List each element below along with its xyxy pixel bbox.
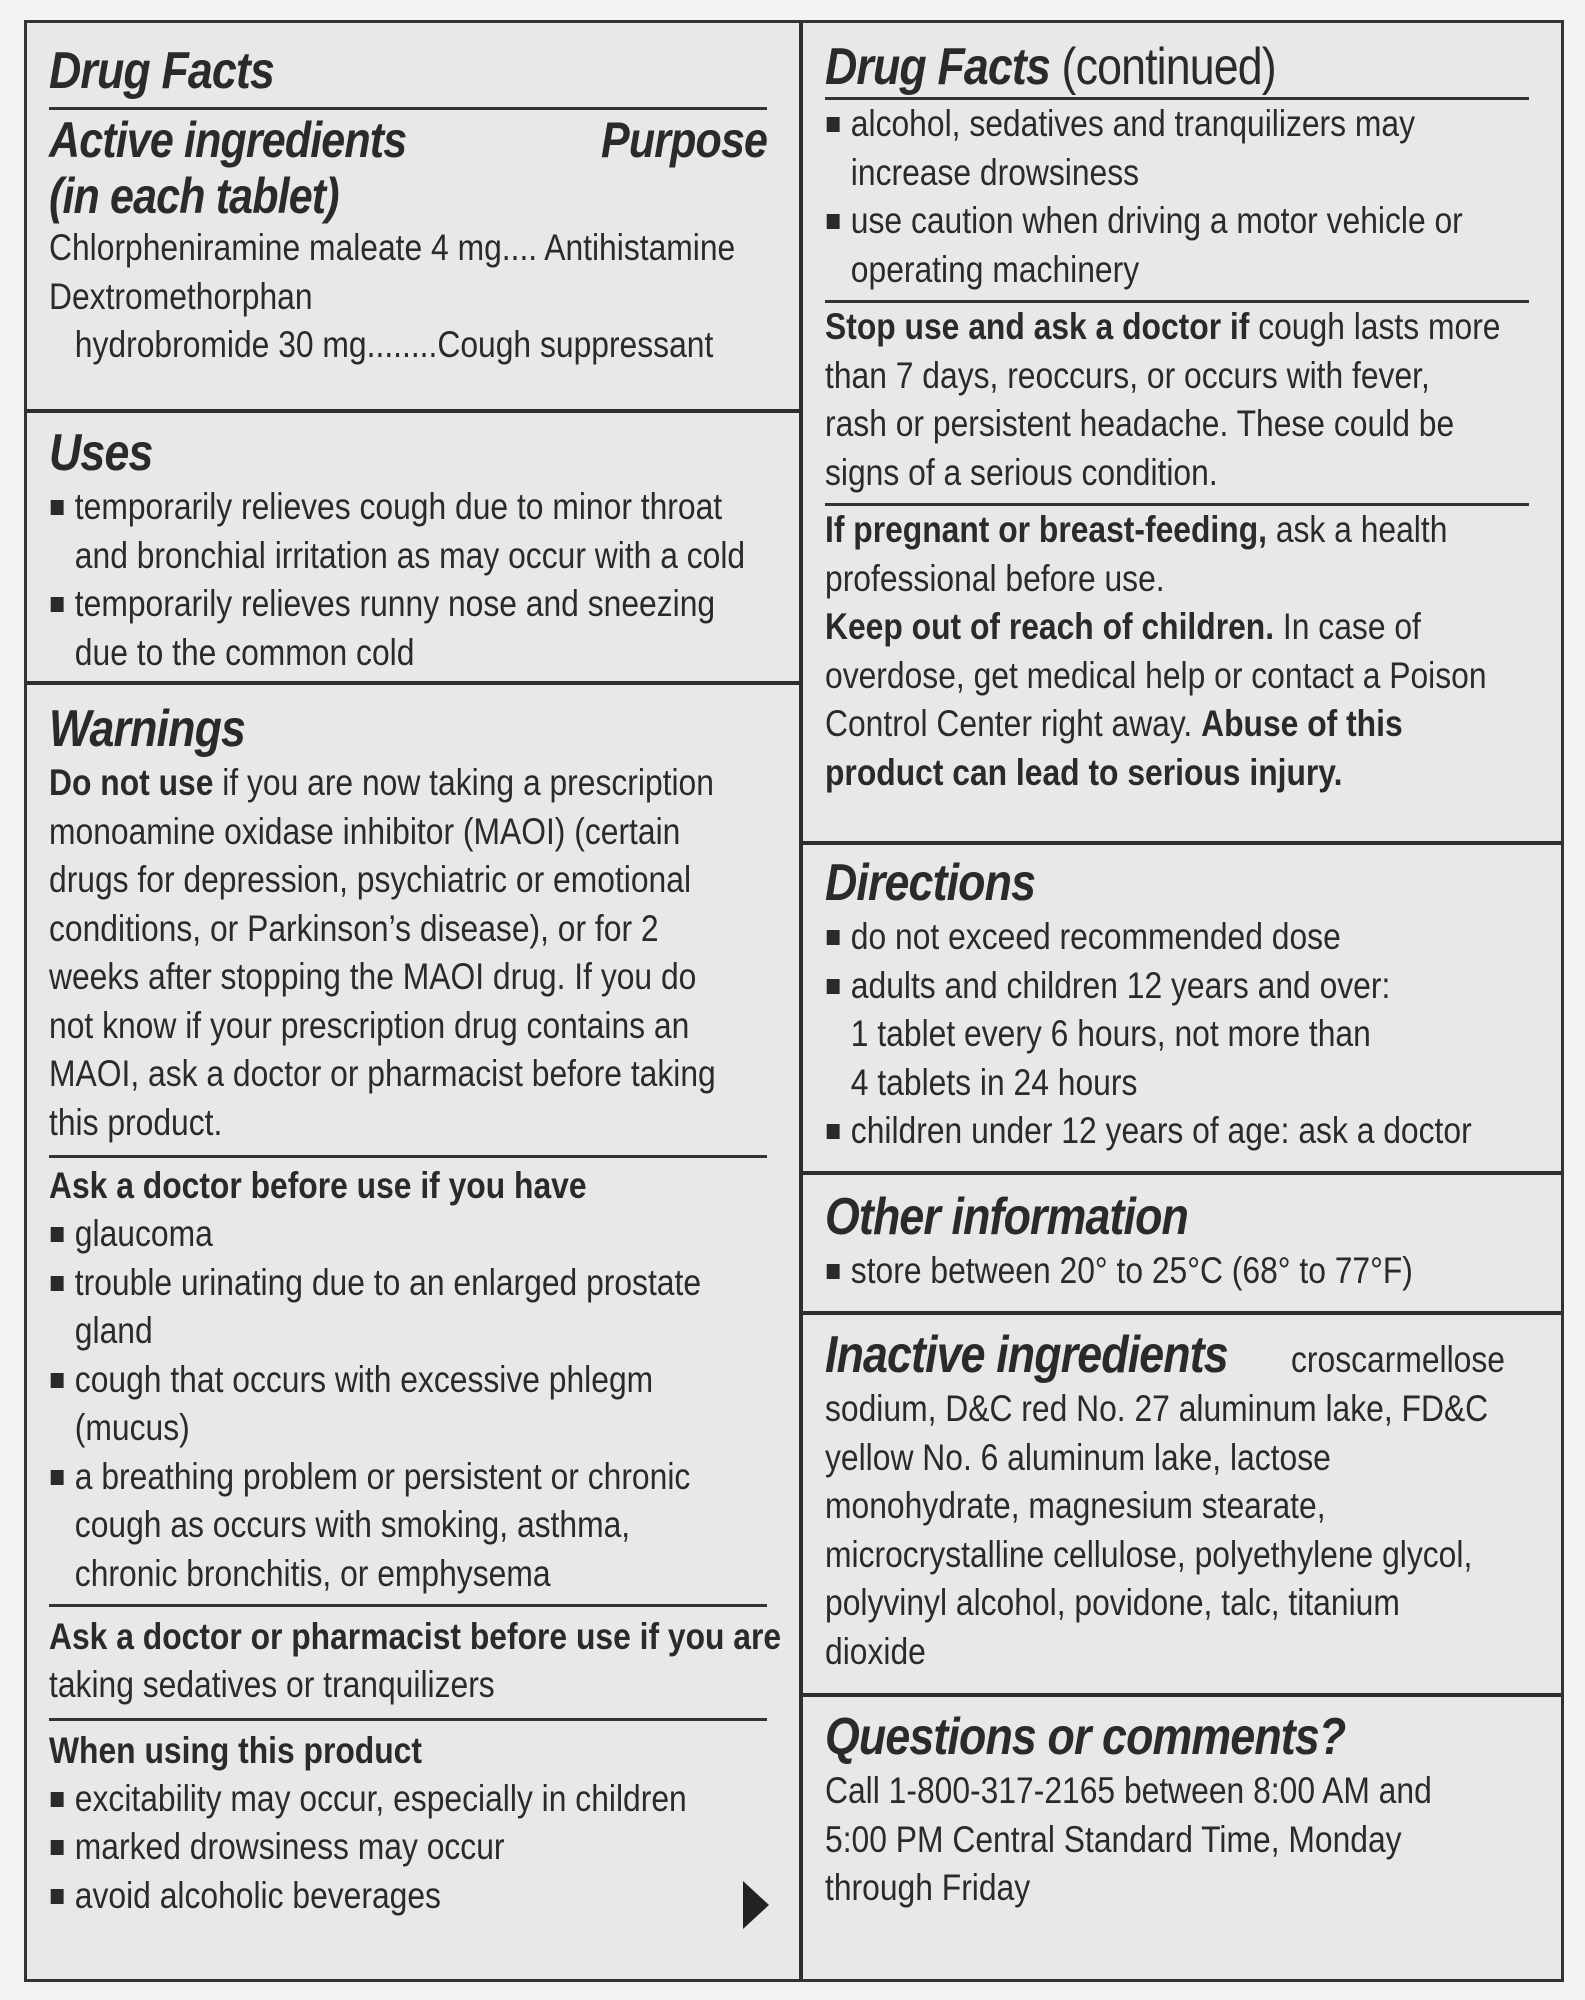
- inactive-line: dioxide: [825, 1630, 926, 1672]
- list-item: cough that occurs with excessive phlegm: [49, 1356, 675, 1405]
- list-item-cont: 1 tablet every 6 hours, not more than: [850, 1013, 1371, 1054]
- questions-line: Call 1-800-317-2165 between 8:00 AM and: [825, 1770, 1432, 1811]
- inactive-line: sodium, D&C red No. 27 aluminum lake, FD&C: [825, 1388, 1489, 1429]
- list-item-cont: 4 tablets in 24 hours: [850, 1061, 1138, 1103]
- drug-facts-title: Drug Facts: [49, 42, 274, 100]
- other-information-panel: [803, 1175, 1561, 1315]
- stop-use-line: signs of a serious condition.: [825, 451, 1218, 493]
- questions-line: through Friday: [825, 1867, 1031, 1908]
- questions-panel: [803, 1697, 1561, 1979]
- list-item: excitability may occur, especially in children: [49, 1775, 675, 1824]
- list-item: use caution when driving a motor vehicle or: [825, 197, 1439, 246]
- divider: [49, 1604, 767, 1607]
- warnings-line: this product.: [49, 1101, 223, 1143]
- list-item-cont: cough as occurs with smoking, asthma,: [74, 1504, 631, 1545]
- inactive-ingredients-heading: Inactive ingredients: [825, 1326, 1228, 1384]
- uses-heading: Uses: [49, 424, 153, 482]
- purpose-heading: Purpose: [600, 112, 767, 168]
- list-item: adults and children 12 years and over:: [825, 962, 1439, 1011]
- in-each-tablet-heading: (in each tablet): [49, 168, 339, 224]
- warnings-line: monoamine oxidase inhibitor (MAOI) (certain: [49, 810, 681, 852]
- list-item: temporarily relieves cough due to minor throat: [49, 483, 675, 532]
- keep-out-line: Control Center right away. Abuse of this: [825, 703, 1403, 744]
- inactive-line: microcrystalline cellulose, polyethylene glycol,: [825, 1533, 1473, 1575]
- keep-out-line: product can lead to serious injury.: [825, 751, 1343, 793]
- ask-pharmacist-text: taking sedatives or tranquilizers: [49, 1664, 495, 1705]
- ask-doctor-heading: Ask a doctor before use if you have: [49, 1165, 587, 1206]
- continued-panel: [803, 23, 1561, 845]
- keep-out-line: overdose, get medical help or contact a Poison: [825, 654, 1487, 696]
- active-ingredients-heading: Active ingredients: [49, 112, 407, 168]
- list-item: glaucoma: [49, 1210, 675, 1259]
- warnings-line: MAOI, ask a doctor or pharmacist before taking: [49, 1053, 716, 1094]
- list-item-cont: (mucus): [74, 1407, 190, 1448]
- list-item: alcohol, sedatives and tranquilizers may: [825, 100, 1439, 149]
- ingredient-row-dextromethorphan: Dextromethorphan: [49, 275, 313, 317]
- list-item: do not exceed recommended dose: [825, 913, 1439, 962]
- pregnant-line: professional before use.: [825, 557, 1165, 599]
- list-item: store between 20° to 25°C (68° to 77°F): [825, 1247, 1439, 1296]
- questions-line: 5:00 PM Central Standard Time, Monday: [825, 1818, 1402, 1860]
- warnings-heading: Warnings: [49, 700, 246, 758]
- keep-out-text: Keep out of reach of children. In case of: [825, 606, 1421, 647]
- ingredient-row-hydrobromide: hydrobromide 30 mg........Cough suppressant: [74, 324, 714, 365]
- list-item-cont: operating machinery: [850, 248, 1140, 290]
- drug-facts-label: [24, 20, 1564, 1982]
- continue-arrow-icon: [743, 1881, 769, 1929]
- pregnant-text: If pregnant or breast-feeding, ask a health: [825, 509, 1448, 550]
- questions-heading: Questions or comments?: [825, 1708, 1346, 1766]
- directions-heading: Directions: [825, 854, 1036, 912]
- active-ingredients-panel: [27, 23, 799, 413]
- list-item-cont: and bronchial irritation as may occur with a cold: [74, 534, 746, 576]
- left-column: [27, 23, 803, 1979]
- list-item: avoid alcoholic beverages: [49, 1872, 675, 1921]
- divider: [49, 107, 767, 110]
- warnings-panel: [27, 685, 799, 1979]
- list-item-cont: chronic bronchitis, or emphysema: [74, 1552, 551, 1594]
- list-item-cont: increase drowsiness: [850, 151, 1140, 193]
- when-using-heading: When using this product: [49, 1729, 422, 1771]
- list-item-cont: gland: [74, 1310, 153, 1351]
- inactive-line: polyvinyl alcohol, povidone, talc, titanium: [825, 1582, 1400, 1623]
- warnings-line: conditions, or Parkinson’s disease), or for 2: [49, 907, 659, 949]
- list-item: children under 12 years of age: ask a doctor: [825, 1107, 1439, 1156]
- do-not-use-text: Do not use if you are now taking a prescription: [49, 762, 714, 803]
- list-item: marked drowsiness may occur: [49, 1823, 675, 1872]
- list-item-cont: due to the common cold: [74, 631, 415, 673]
- drug-facts-continued-title: Drug Facts (continued): [825, 38, 1276, 96]
- warnings-line: weeks after stopping the MAOI drug. If you do: [49, 956, 697, 997]
- right-column: [803, 23, 1561, 1979]
- stop-use-text: Stop use and ask a doctor if cough lasts more: [825, 306, 1501, 347]
- inactive-line: yellow No. 6 aluminum lake, lactose: [825, 1436, 1331, 1478]
- ingredient-row-chlorpheniramine: Chlorpheniramine maleate 4 mg.... Antihistamine: [49, 227, 736, 268]
- list-item: a breathing problem or persistent or chronic: [49, 1453, 675, 1502]
- divider: [49, 1155, 767, 1158]
- other-information-heading: Other information: [825, 1188, 1189, 1246]
- inactive-ingredients-panel: [803, 1315, 1561, 1697]
- inactive-line: monohydrate, magnesium stearate,: [825, 1485, 1326, 1526]
- inactive-first-word: croscarmellose: [1291, 1339, 1506, 1380]
- divider: [49, 1718, 767, 1721]
- warnings-line: drugs for depression, psychiatric or emotional: [49, 859, 692, 900]
- stop-use-line: rash or persistent headache. These could be: [825, 403, 1455, 444]
- stop-use-line: than 7 days, reoccurs, or occurs with fever,: [825, 354, 1430, 396]
- list-item: trouble urinating due to an enlarged prostate: [49, 1259, 675, 1308]
- warnings-line: not know if your prescription drug contains an: [49, 1004, 690, 1046]
- list-item: temporarily relieves runny nose and sneezing: [49, 580, 675, 629]
- directions-panel: [803, 845, 1561, 1175]
- uses-panel: [27, 413, 799, 685]
- ask-pharmacist-heading: Ask a doctor or pharmacist before use if you are: [49, 1616, 782, 1657]
